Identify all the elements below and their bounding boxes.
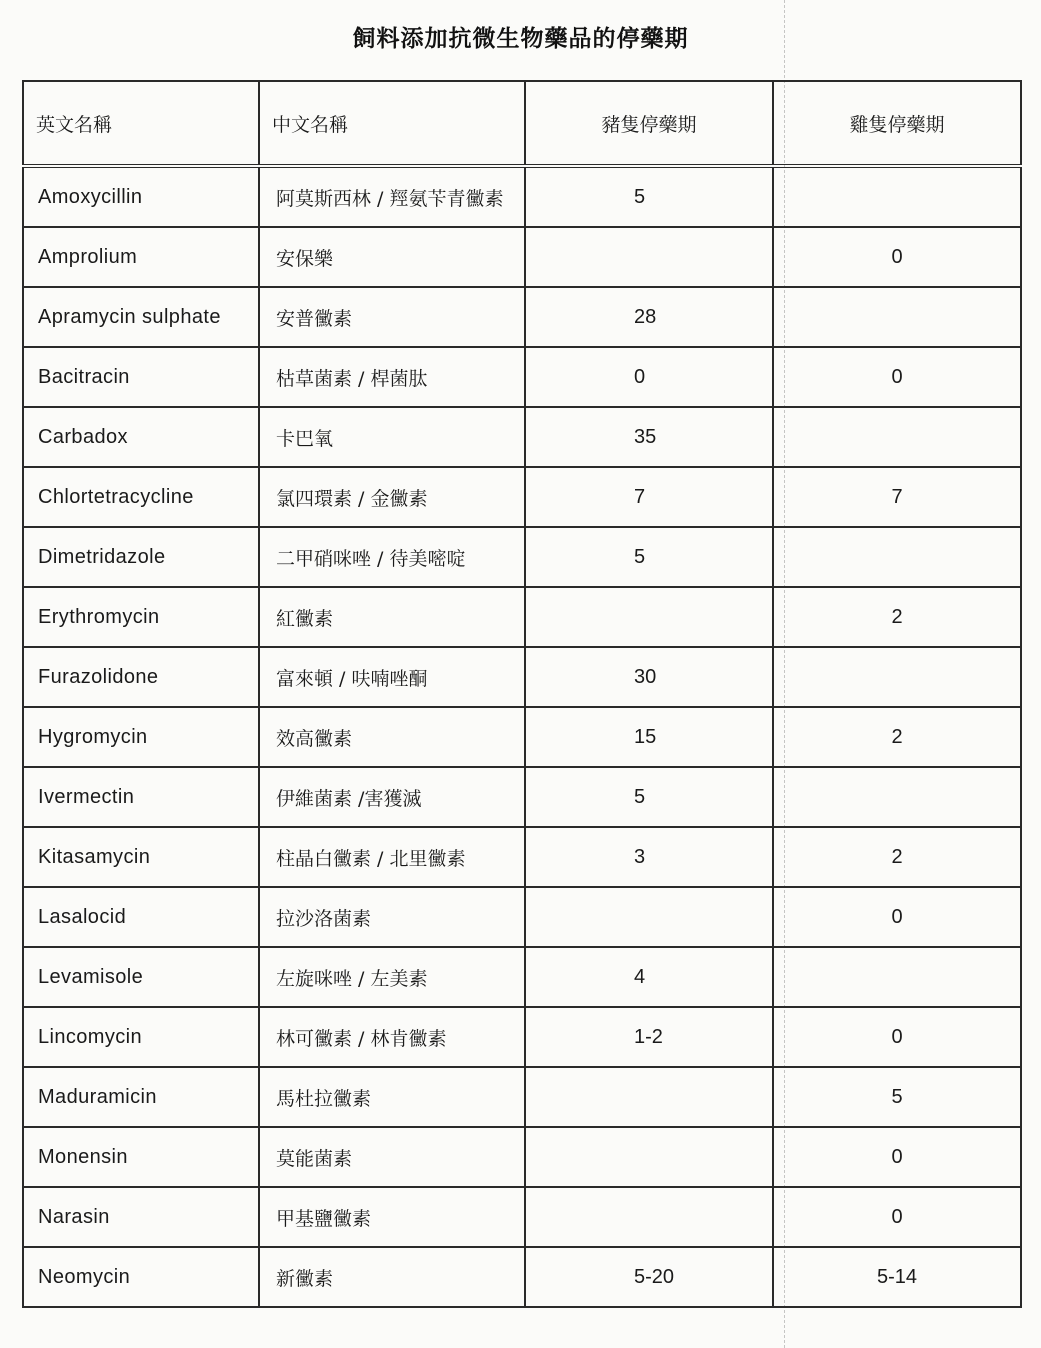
drug-english-name: Kitasamycin [23,827,259,887]
chicken-withdrawal-days: 0 [773,347,1021,407]
chicken-withdrawal-days [773,527,1021,587]
pig-withdrawal-days: 5 [525,166,773,227]
drug-chinese-name: 富來頓 / 呋喃唑酮 [259,647,525,707]
table-row [23,1007,1021,1067]
drug-english-name: Monensin [23,1127,259,1187]
drug-chinese-name: 拉沙洛菌素 [259,887,525,947]
drug-chinese-name: 馬杜拉黴素 [259,1067,525,1127]
header-row [23,81,1021,166]
pig-withdrawal-days: 5-20 [525,1247,773,1307]
withdrawal-table-container [22,80,1020,1308]
table-row [23,407,1021,467]
table-body [23,166,1021,1307]
chicken-withdrawal-days: 7 [773,467,1021,527]
drug-english-name: Lincomycin [23,1007,259,1067]
drug-english-name: Carbadox [23,407,259,467]
drug-chinese-name: 林可黴素 / 林肯黴素 [259,1007,525,1067]
table-row [23,1247,1021,1307]
drug-chinese-name: 甲基鹽黴素 [259,1187,525,1247]
table-row [23,707,1021,767]
chicken-withdrawal-days [773,407,1021,467]
pig-withdrawal-days [525,887,773,947]
chicken-withdrawal-days [773,647,1021,707]
table-header [23,81,1021,166]
pig-withdrawal-days: 35 [525,407,773,467]
drug-chinese-name: 效高黴素 [259,707,525,767]
chicken-withdrawal-days [773,287,1021,347]
drug-english-name: Dimetridazole [23,527,259,587]
chicken-withdrawal-days: 0 [773,1127,1021,1187]
pig-withdrawal-days: 7 [525,467,773,527]
chicken-withdrawal-days [773,166,1021,227]
chicken-withdrawal-days: 2 [773,587,1021,647]
table-row [23,587,1021,647]
pig-withdrawal-days: 15 [525,707,773,767]
drug-english-name: Apramycin sulphate [23,287,259,347]
pig-withdrawal-days: 5 [525,527,773,587]
pig-withdrawal-days: 30 [525,647,773,707]
table-row [23,1187,1021,1247]
header-chicken-withdrawal: 雞隻停藥期 [773,81,1021,166]
drug-english-name: Ivermectin [23,767,259,827]
pig-withdrawal-days: 0 [525,347,773,407]
drug-chinese-name: 莫能菌素 [259,1127,525,1187]
drug-english-name: Hygromycin [23,707,259,767]
pig-withdrawal-days [525,1067,773,1127]
pig-withdrawal-days: 4 [525,947,773,1007]
table-row [23,647,1021,707]
drug-chinese-name: 紅黴素 [259,587,525,647]
page-title: 飼料添加抗微生物藥品的停藥期 [352,26,689,52]
pig-withdrawal-days: 1-2 [525,1007,773,1067]
pig-withdrawal-days: 5 [525,767,773,827]
table-row [23,1127,1021,1187]
chicken-withdrawal-days [773,767,1021,827]
chicken-withdrawal-days: 0 [773,227,1021,287]
drug-chinese-name: 安保樂 [259,227,525,287]
table-row [23,947,1021,1007]
table-row [23,827,1021,887]
table-row [23,887,1021,947]
pig-withdrawal-days: 28 [525,287,773,347]
chicken-withdrawal-days [773,947,1021,1007]
table-row [23,527,1021,587]
drug-chinese-name: 新黴素 [259,1247,525,1307]
pig-withdrawal-days: 3 [525,827,773,887]
chicken-withdrawal-days: 5 [773,1067,1021,1127]
drug-english-name: Lasalocid [23,887,259,947]
drug-english-name: Bacitracin [23,347,259,407]
drug-chinese-name: 柱晶白黴素 / 北里黴素 [259,827,525,887]
drug-chinese-name: 左旋咪唑 / 左美素 [259,947,525,1007]
drug-english-name: Neomycin [23,1247,259,1307]
drug-chinese-name: 阿莫斯西林 / 羥氨苄青黴素 [259,166,525,227]
table-row [23,1067,1021,1127]
chicken-withdrawal-days: 0 [773,887,1021,947]
pig-withdrawal-days [525,227,773,287]
drug-chinese-name: 伊維菌素 /害獲滅 [259,767,525,827]
pig-withdrawal-days [525,1187,773,1247]
table-row [23,767,1021,827]
drug-chinese-name: 氯四環素 / 金黴素 [259,467,525,527]
drug-chinese-name: 卡巴氧 [259,407,525,467]
table-row [23,287,1021,347]
drug-english-name: Furazolidone [23,647,259,707]
drug-chinese-name: 安普黴素 [259,287,525,347]
table-row [23,227,1021,287]
chicken-withdrawal-days: 0 [773,1007,1021,1067]
drug-english-name: Amprolium [23,227,259,287]
pig-withdrawal-days [525,1127,773,1187]
table-row [23,467,1021,527]
header-english-name: 英文名稱 [23,81,259,166]
table-row [23,347,1021,407]
drug-english-name: Narasin [23,1187,259,1247]
withdrawal-table [22,80,1022,1308]
table-row [23,166,1021,227]
pig-withdrawal-days [525,587,773,647]
drug-english-name: Maduramicin [23,1067,259,1127]
chicken-withdrawal-days: 5-14 [773,1247,1021,1307]
drug-english-name: Chlortetracycline [23,467,259,527]
header-chinese-name: 中文名稱 [259,81,525,166]
drug-chinese-name: 枯草菌素 / 桿菌肽 [259,347,525,407]
drug-english-name: Amoxycillin [23,166,259,227]
drug-english-name: Levamisole [23,947,259,1007]
chicken-withdrawal-days: 2 [773,707,1021,767]
drug-chinese-name: 二甲硝咪唑 / 待美嘧啶 [259,527,525,587]
drug-english-name: Erythromycin [23,587,259,647]
chicken-withdrawal-days: 2 [773,827,1021,887]
chicken-withdrawal-days: 0 [773,1187,1021,1247]
header-pig-withdrawal: 豬隻停藥期 [525,81,773,166]
